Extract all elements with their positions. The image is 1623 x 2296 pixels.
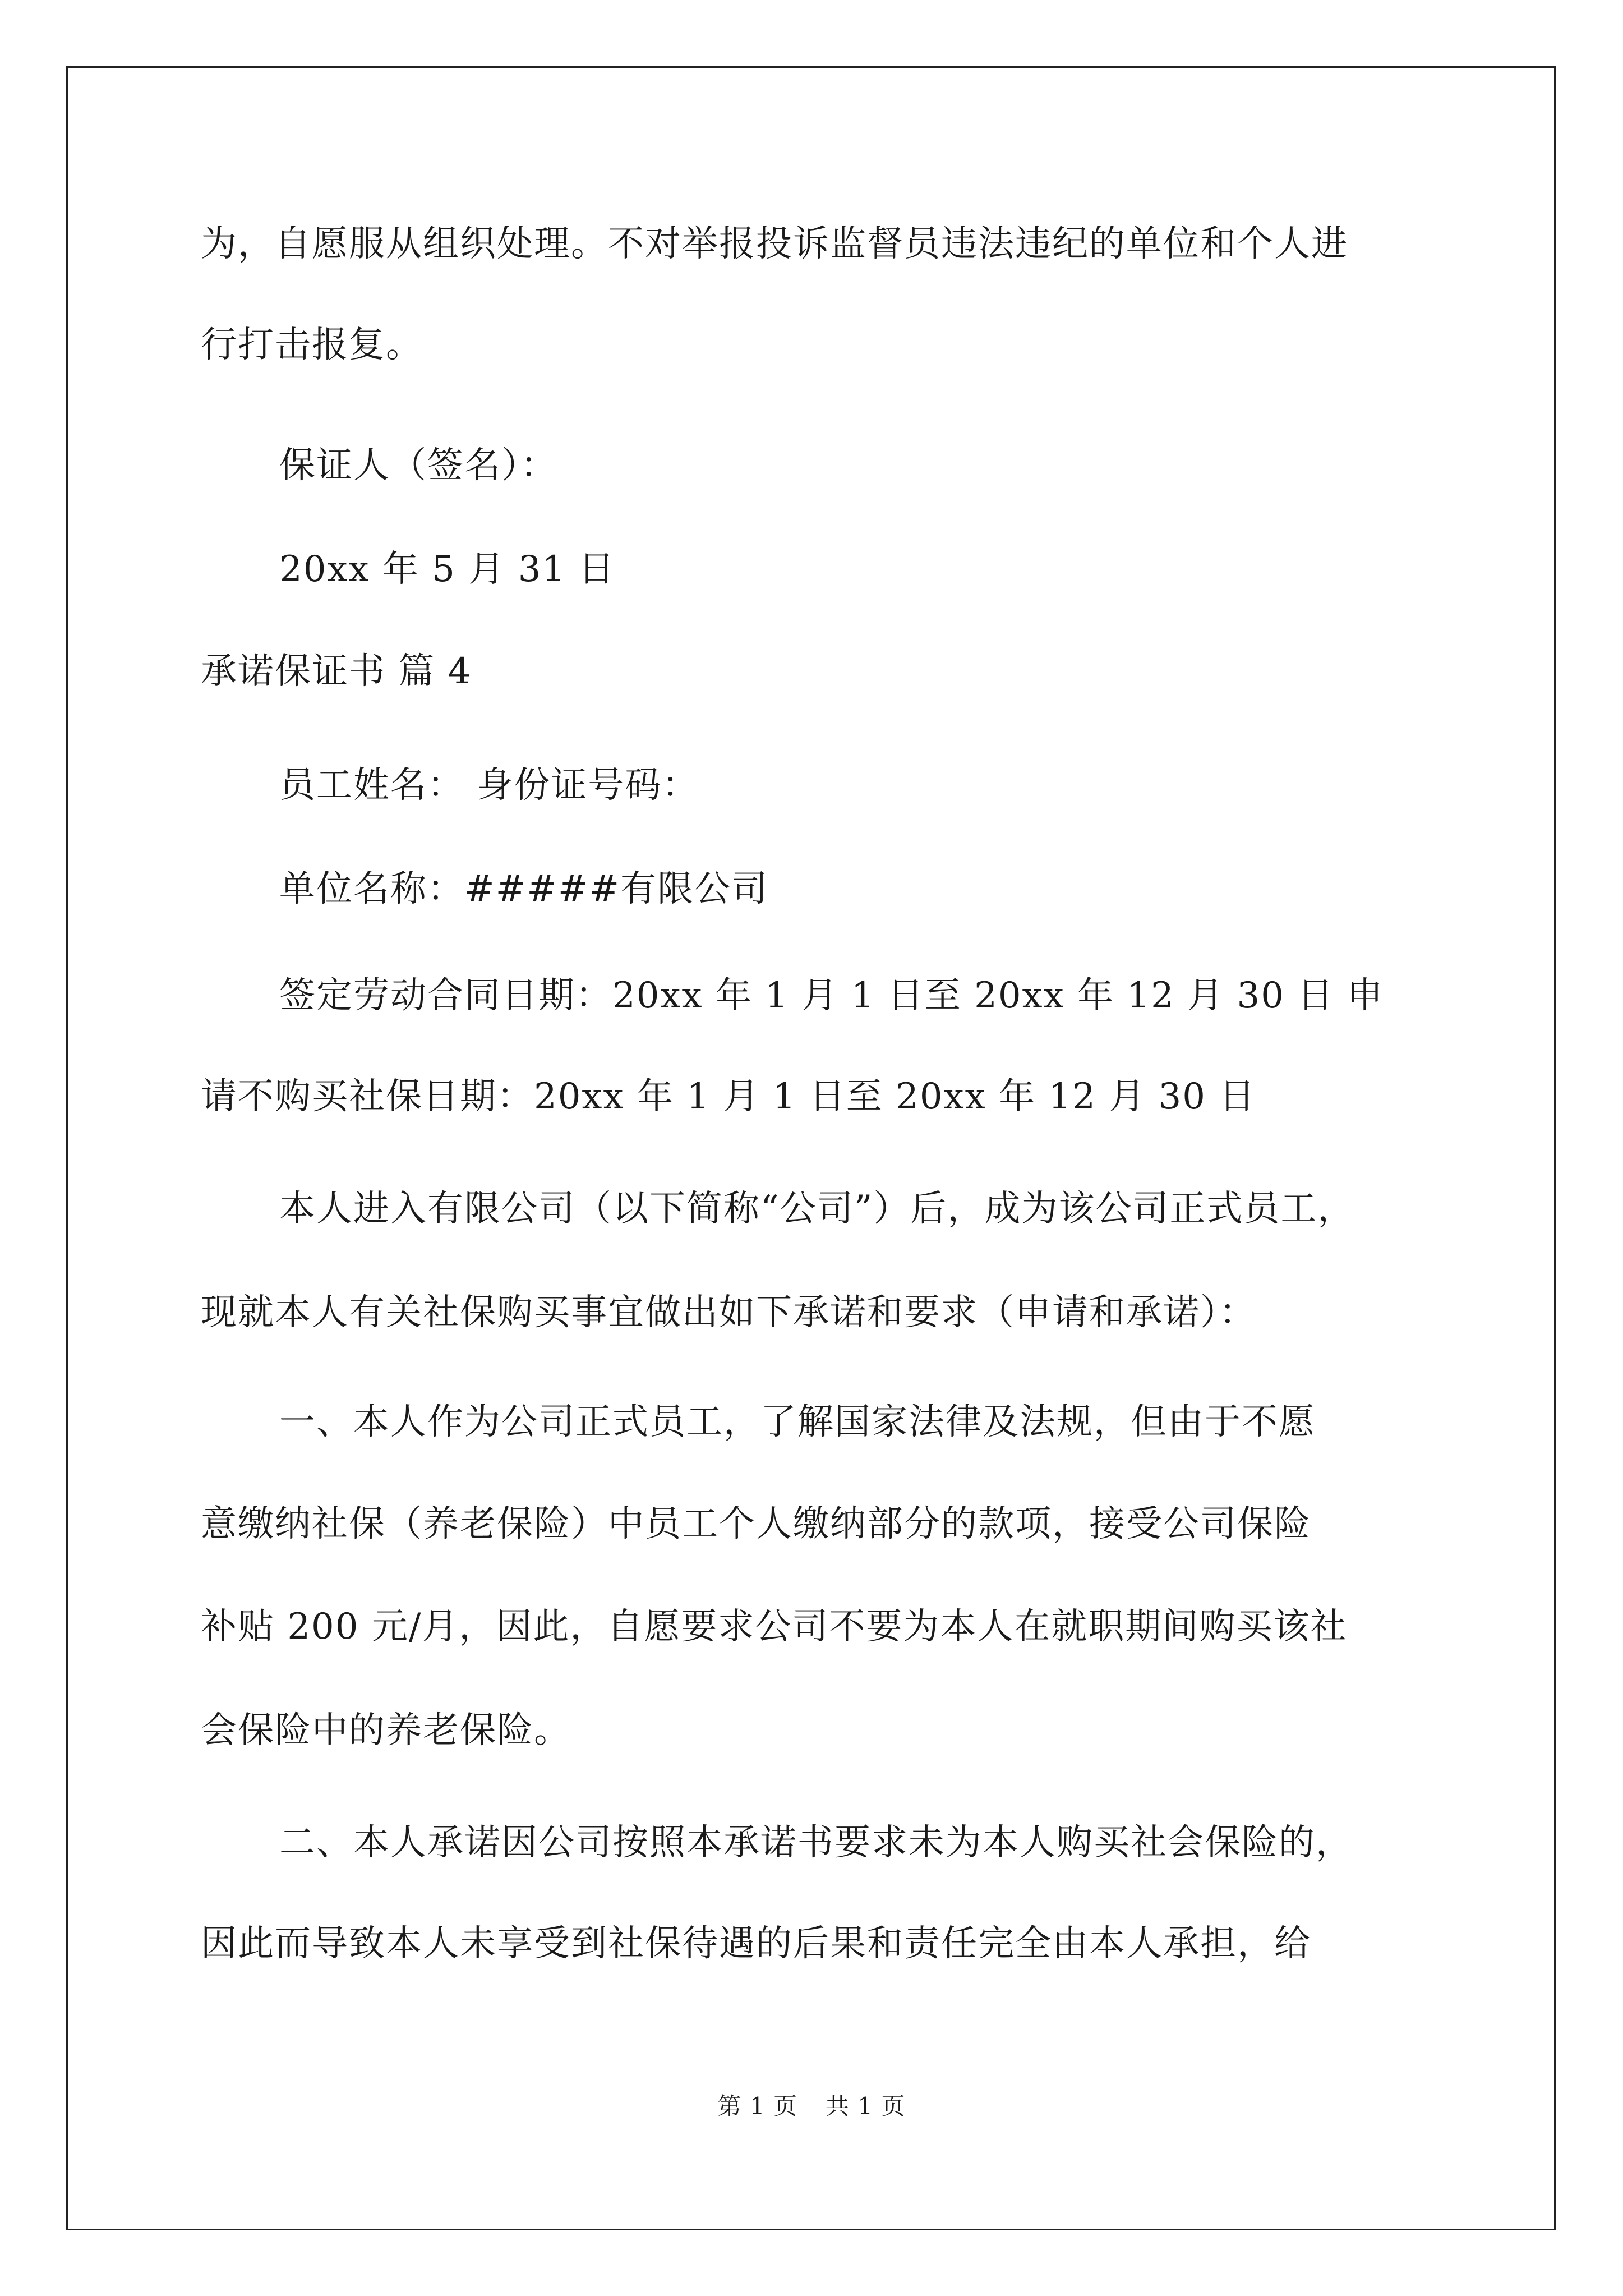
- paragraph-line: 现就本人有关社保购买事宜做出如下承诺和要求（申请和承诺）：: [201, 1292, 1256, 1333]
- page-number: 第 1 页: [717, 2092, 797, 2120]
- paragraph-line: 意缴纳社保（养老保险）中员工个人缴纳部分的款项，接受公司保险: [201, 1503, 1311, 1545]
- paragraph-line: 请不购买社保日期：20xx 年 1 月 1 日至 20xx 年 12 月 30 日: [201, 1076, 1256, 1117]
- paragraph-line: 本人进入有限公司（以下简称“公司”）后，成为该公司正式员工，: [279, 1188, 1355, 1230]
- company-name-field: 单位名称：#####有限公司: [279, 868, 769, 910]
- page-footer: [0, 2092, 1623, 2120]
- signature-date: 20xx 年 5 月 31 日: [279, 549, 616, 590]
- paragraph-line: 行打击报复。: [201, 324, 423, 366]
- page-border: [66, 66, 1556, 2230]
- paragraph-line: 补贴 200 元/月，因此，自愿要求公司不要为本人在就职期间购买该社: [201, 1606, 1348, 1648]
- signature-label: 保证人（签名）：: [279, 445, 557, 486]
- paragraph-line: 会保险中的养老保险。: [201, 1710, 571, 1751]
- section-heading: 承诺保证书 篇 4: [201, 651, 472, 692]
- paragraph-line: 一、本人作为公司正式员工，了解国家法律及法规，但由于不愿: [279, 1401, 1316, 1443]
- employee-name-field: 员工姓名： 身份证号码：: [279, 765, 699, 806]
- contract-date-line: 签定劳动合同日期：20xx 年 1 月 1 日至 20xx 年 12 月 30 日 申: [279, 975, 1384, 1016]
- page-total: 共 1 页: [826, 2092, 906, 2120]
- paragraph-line: 二、本人承诺因公司按照本承诺书要求未为本人购买社会保险的，: [279, 1822, 1353, 1864]
- paragraph-line: 为，自愿服从组织处理。不对举报投诉监督员违法违纪的单位和个人进: [201, 223, 1348, 265]
- paragraph-line: 因此而导致本人未享受到社保待遇的后果和责任完全由本人承担，给: [201, 1923, 1311, 1964]
